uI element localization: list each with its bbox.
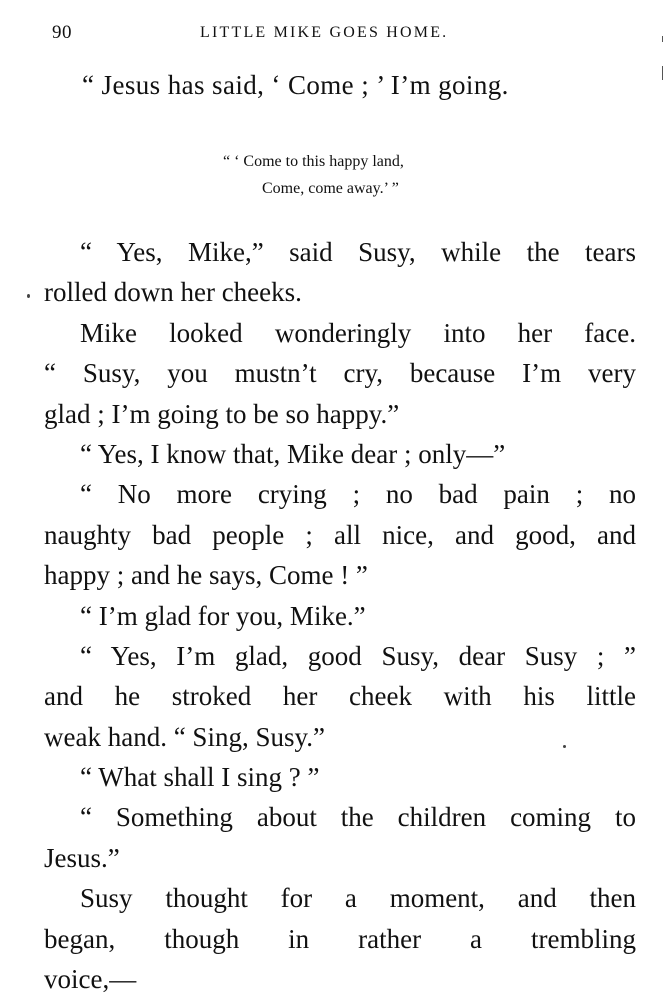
body-line: voice,— — [44, 964, 137, 995]
page-edge-mark — [662, 66, 663, 80]
body-line: “ No more crying ; no bad pain ; no — [80, 479, 636, 510]
page-edge-mark — [662, 36, 663, 42]
body-line: and he stroked her cheek with his little — [44, 681, 636, 712]
body-line: “ Yes, I’m glad, good Susy, dear Susy ; ” — [80, 640, 636, 671]
body-line: “ What shall I sing ? ” — [80, 762, 320, 793]
body-line: happy ; and he says, Come ! ” — [44, 560, 368, 591]
body-line: Susy thought for a moment, and then — [80, 883, 636, 914]
page-number: 90 — [52, 22, 72, 43]
body-line: began, though in rather a trembling — [44, 923, 636, 954]
body-line: Jesus.” — [44, 842, 120, 873]
body-line: “ Yes, Mike,” said Susy, while the tears — [80, 237, 636, 267]
body-line: rolled down her cheeks. — [44, 277, 302, 308]
body-line: weak hand. “ Sing, Susy.” — [44, 721, 325, 752]
body-line: “ Yes, I know that, Mike dear ; only—” — [80, 438, 506, 469]
opening-line: “ Jesus has said, ‘ Come ; ’ I’m going. — [82, 70, 509, 100]
body-line: Mike looked wonderingly into her face. — [80, 317, 636, 348]
page-header — [52, 22, 612, 52]
running-head: LITTLE MIKE GOES HOME. — [200, 24, 449, 41]
verse-line: Come, come away.’ ” — [262, 180, 399, 197]
verse-line: “ ‘ Come to this happy land, — [223, 153, 404, 170]
body-line: “ I’m glad for you, Mike.” — [80, 600, 366, 631]
body-line: “ Something about the children coming to — [80, 802, 636, 833]
body-line: “ Susy, you mustn’t cry, because I’m very — [44, 358, 636, 389]
print-speck — [563, 745, 566, 748]
body-text — [44, 232, 636, 999]
body-line: naughty bad people ; all nice, and good, and — [44, 519, 636, 550]
body-line: glad ; I’m going to be so happy.” — [44, 398, 400, 429]
print-speck — [27, 294, 30, 298]
